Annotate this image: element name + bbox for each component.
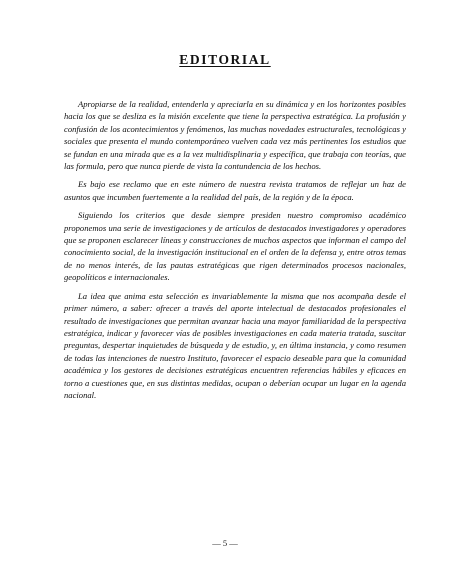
page-title: EDITORIAL: [179, 52, 271, 67]
paragraph-4: La idea que anima esta selección es invariablemente la misma que nos acompaña desde el primer número, a saber: ofrecer a través del aporte intelectual de destacados profesionales el resultado de investigaciones que permitan avanzar hacia una mayor familiaridad de la perspectiva estratégica, indicar y favorecer vías de posibles investigaciones en cada materia tratada, suscitar preguntas, despertar inquietudes de búsqueda y de estudio, y, en última instancia, y como resumen de todas las intenciones de nuestro Instituto, favorecer el espacio deseable para que la comunidad académica y los gestores de decisiones estratégicas encuentren referencias hábiles y eficaces en torno a cuestiones que, en sus distintas medidas, ocupan o deberían ocupar un lugar en la agenda nacional.: [64, 290, 406, 400]
paragraph-1: Apropiarse de la realidad, entenderla y apreciarla en su dinámica y en los horizontes posibles hacia los que se desliza es la misión excelente que tiene la perspectiva estratégica. La profusión y confusión de los acontecimientos y fenómenos, las muchas novedades estructurales, tecnológicas y sociales que presenta el mundo contemporáneo vuelven cada vez más pertinentes los estudios que se fundan en una mirada que es a la vez multidisplinaria y específica, que trabaja con teorías, que las formula, pero que nunca pierde de vista la contundencia de los hechos.: [64, 99, 406, 172]
paragraph-2: Es bajo ese reclamo que en este número de nuestra revista tratamos de reflejar un haz de asuntos que incumben fuertemente a la realidad del país, de la región y de la época.: [64, 179, 406, 202]
page-number: — 5 —: [212, 538, 238, 548]
paragraph-3: Siguiendo los criterios que desde siempre presiden nuestro compromiso académico proponemos una serie de investigaciones y de artículos de destacados investigadores y operadores que se proponen esclarecer líneas y construcciones de muchos aspectos que informan el campo del conocimiento social, de la investigación institucional en el orden de la defensa y, entre otros temas de no menos interés, de las pautas estratégicas que rigen determinados procesos nacionales, geopolíticos e internacionales.: [64, 210, 406, 283]
editorial-body: [64, 98, 406, 407]
